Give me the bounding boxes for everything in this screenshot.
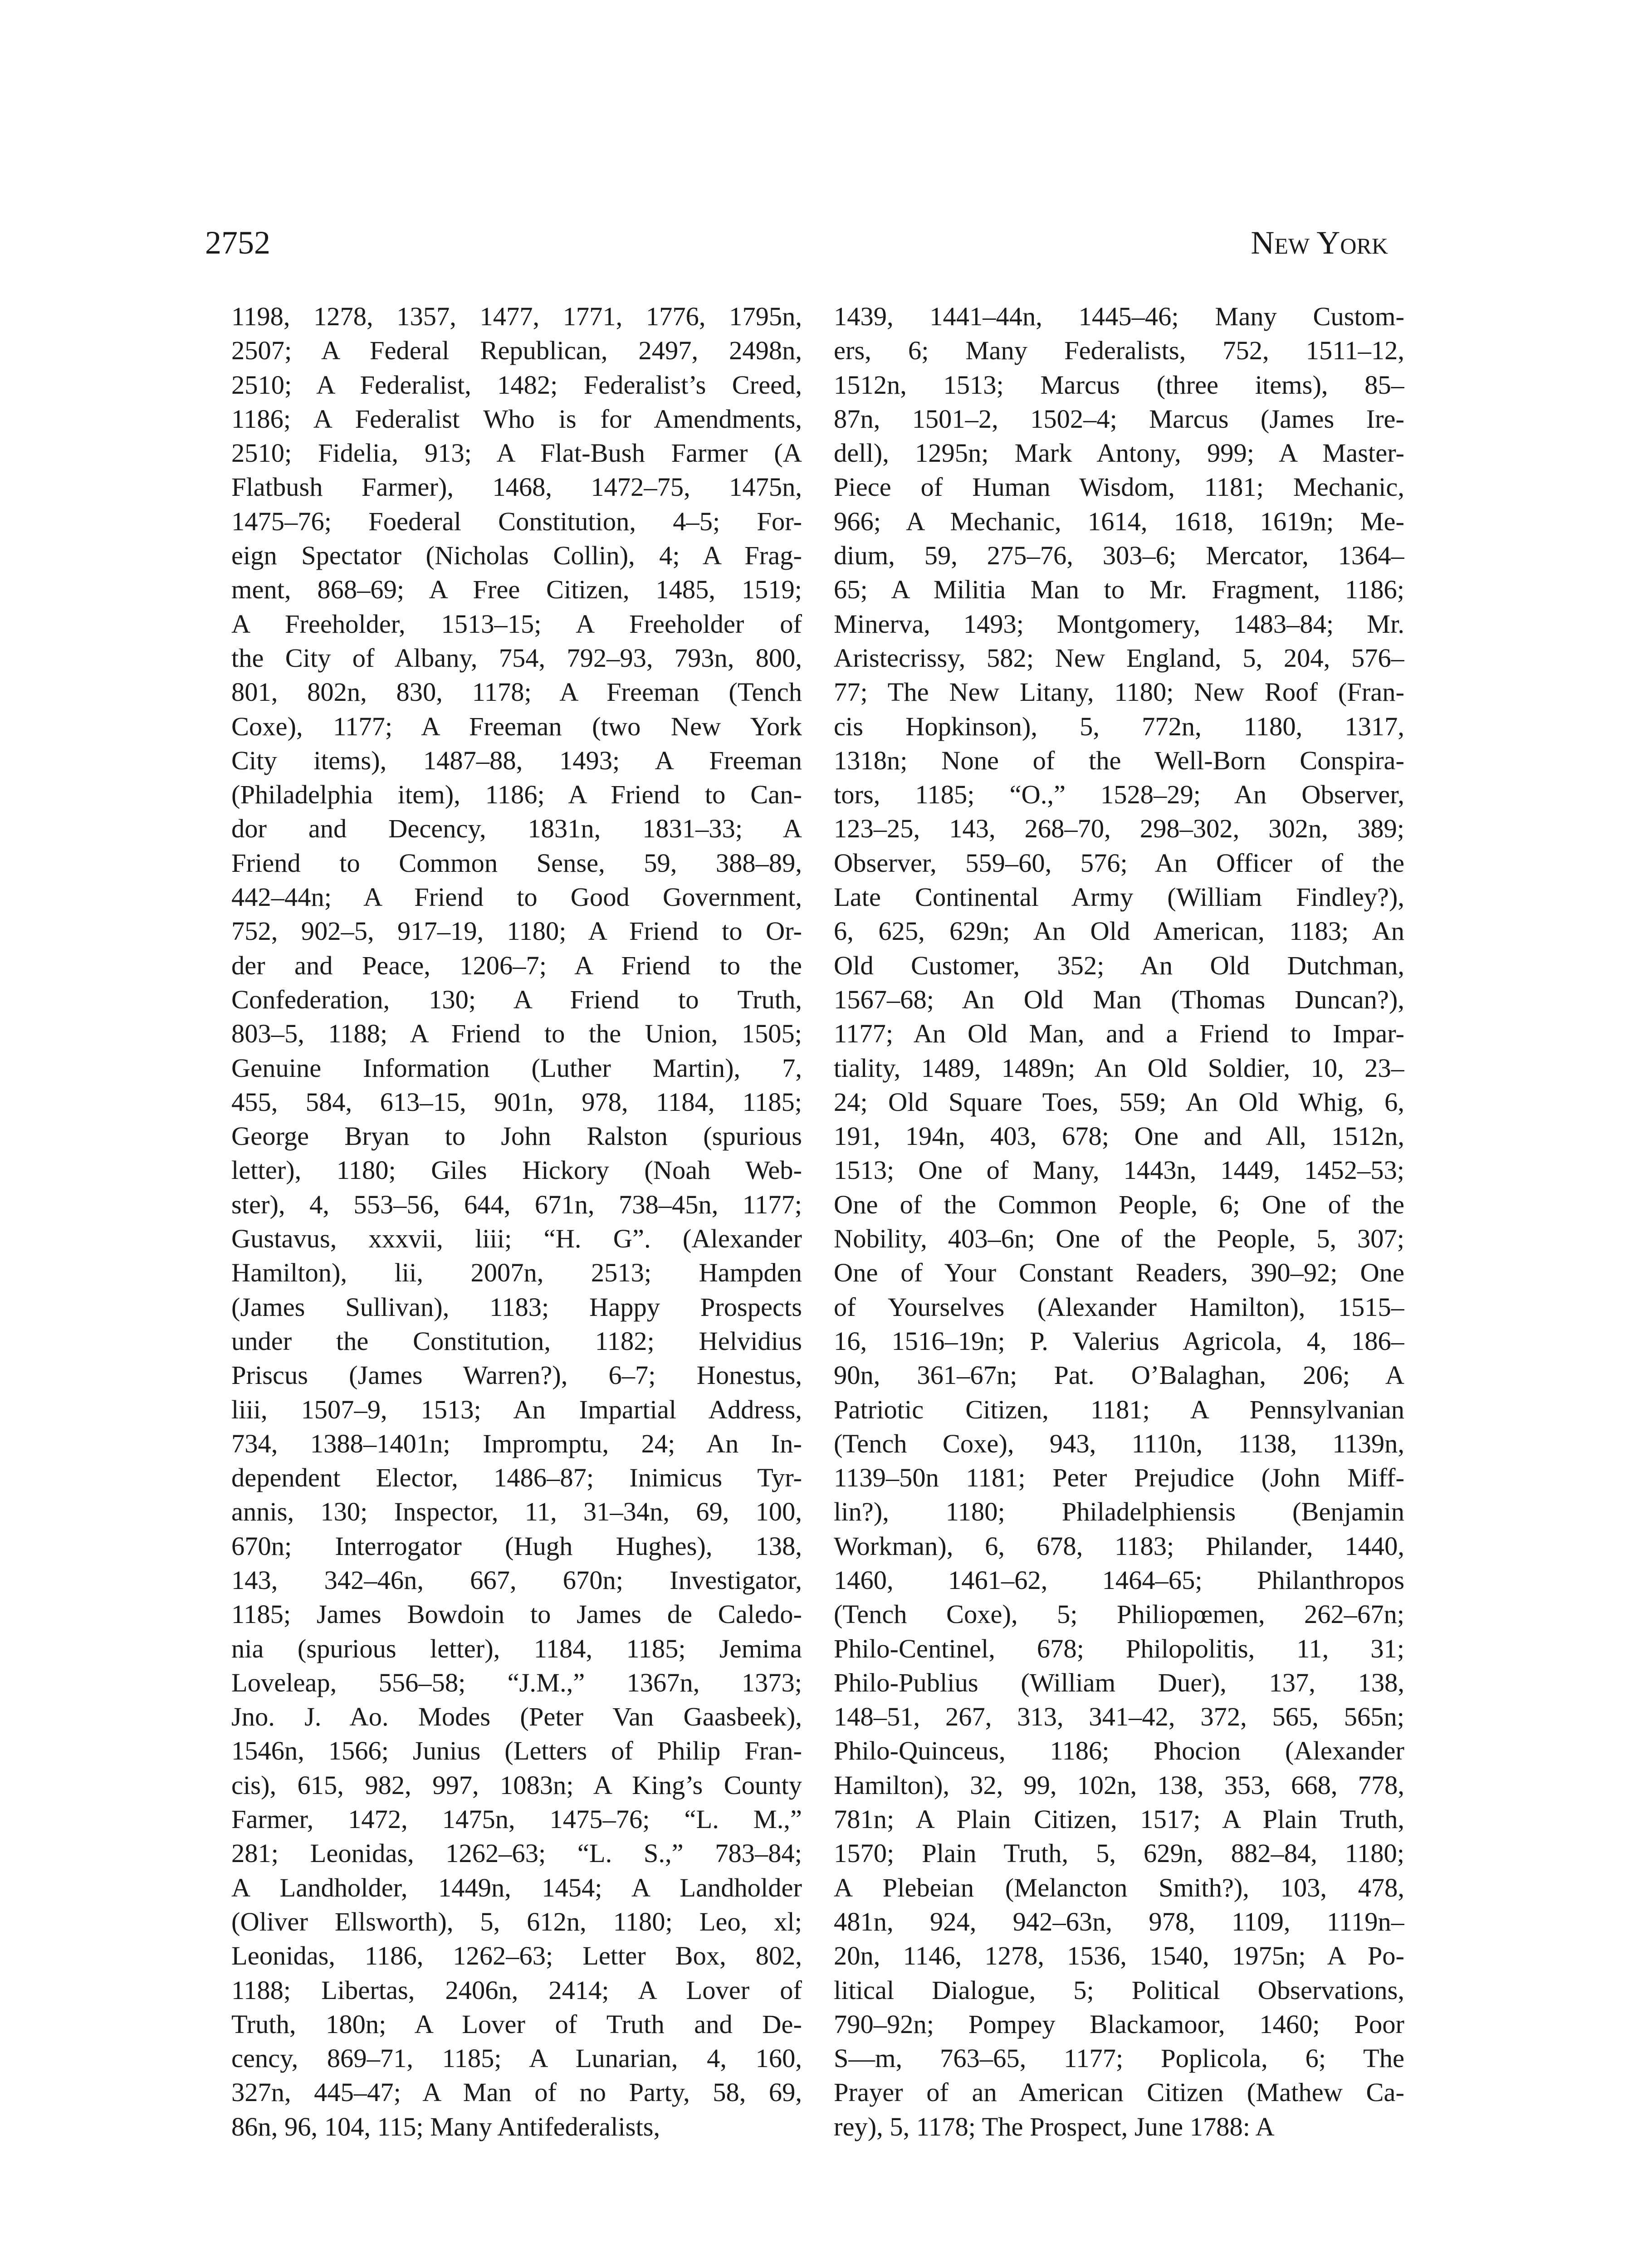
index-line: 1546n, 1566; Junius (Letters of Philip Fran- xyxy=(231,1736,802,1766)
index-line: 1513; One of Many, 1443n, 1449, 1452–53; xyxy=(834,1155,1404,1185)
index-line: Observer, 559–60, 576; An Officer of the xyxy=(834,848,1404,878)
index-line: Piece of Human Wisdom, 1181; Mechanic, xyxy=(834,472,1404,502)
index-line: 752, 902–5, 917–19, 1180; A Friend to Or- xyxy=(231,916,802,946)
index-line: 442–44n; A Friend to Good Government, xyxy=(231,882,802,912)
index-line: dor and Decency, 1831n, 1831–33; A xyxy=(231,814,802,844)
index-line: 20n, 1146, 1278, 1536, 1540, 1975n; A Po- xyxy=(834,1941,1404,1971)
index-line: Philo-Quinceus, 1186; Phocion (Alexander xyxy=(834,1736,1404,1766)
index-line: under the Constitution, 1182; Helvidius xyxy=(231,1326,802,1356)
index-line: A Plebeian (Melancton Smith?), 103, 478, xyxy=(834,1872,1404,1902)
index-line: 1460, 1461–62, 1464–65; Philanthropos xyxy=(834,1565,1404,1595)
index-line: Jno. J. Ao. Modes (Peter Van Gaasbeek), xyxy=(231,1702,802,1732)
index-line: Hamilton), 32, 99, 102n, 138, 353, 668, 778, xyxy=(834,1770,1404,1800)
index-line: George Bryan to John Ralston (spurious xyxy=(231,1121,802,1151)
index-line: 1139–50n 1181; Peter Prejudice (John Miff- xyxy=(834,1463,1404,1493)
index-line: (James Sullivan), 1183; Happy Prospects xyxy=(231,1292,802,1322)
index-line: dell), 1295n; Mark Antony, 999; A Master- xyxy=(834,438,1404,468)
index-line: litical Dialogue, 5; Political Observations, xyxy=(834,1975,1404,2005)
index-line: 1318n; None of the Well-Born Conspira- xyxy=(834,745,1404,775)
index-line: 281; Leonidas, 1262–63; “L. S.,” 783–84; xyxy=(231,1838,802,1868)
index-line: (Philadelphia item), 1186; A Friend to Can- xyxy=(231,780,802,810)
index-line: Workman), 6, 678, 1183; Philander, 1440, xyxy=(834,1531,1404,1561)
index-line: 90n, 361–67n; Pat. O’Balaghan, 206; A xyxy=(834,1360,1404,1390)
index-line: 790–92n; Pompey Blackamoor, 1460; Poor xyxy=(834,2009,1404,2039)
index-line: 801, 802n, 830, 1178; A Freeman (Tench xyxy=(231,677,802,707)
index-line: (Oliver Ellsworth), 5, 612n, 1180; Leo, xl; xyxy=(231,1906,802,1936)
index-line: S—m, 763–65, 1177; Poplicola, 6; The xyxy=(834,2043,1404,2073)
index-line: letter), 1180; Giles Hickory (Noah Web- xyxy=(231,1155,802,1185)
index-line: 148–51, 267, 313, 341–42, 372, 565, 565n; xyxy=(834,1702,1404,1732)
index-line: 1512n, 1513; Marcus (three items), 85– xyxy=(834,370,1404,400)
index-line: Hamilton), lii, 2007n, 2513; Hampden xyxy=(231,1258,802,1288)
index-line: Farmer, 1472, 1475n, 1475–76; “L. M.,” xyxy=(231,1804,802,1834)
index-line: 24; Old Square Toes, 559; An Old Whig, 6, xyxy=(834,1087,1404,1117)
index-line: Confederation, 130; A Friend to Truth, xyxy=(231,984,802,1014)
index-line: cis Hopkinson), 5, 772n, 1180, 1317, xyxy=(834,711,1404,741)
index-line: 966; A Mechanic, 1614, 1618, 1619n; Me- xyxy=(834,506,1404,536)
index-line: of Yourselves (Alexander Hamilton), 1515– xyxy=(834,1292,1404,1322)
index-line: (Tench Coxe), 5; Philiopœmen, 262–67n; xyxy=(834,1599,1404,1629)
index-line: Late Continental Army (William Findley?), xyxy=(834,882,1404,912)
index-line: Old Customer, 352; An Old Dutchman, xyxy=(834,950,1404,980)
index-line: A Freeholder, 1513–15; A Freeholder of xyxy=(231,609,802,639)
index-line: liii, 1507–9, 1513; An Impartial Address, xyxy=(231,1394,802,1424)
index-line: the City of Albany, 754, 792–93, 793n, 800, xyxy=(231,643,802,673)
index-line: 455, 584, 613–15, 901n, 978, 1184, 1185; xyxy=(231,1087,802,1117)
index-line: 123–25, 143, 268–70, 298–302, 302n, 389; xyxy=(834,814,1404,844)
index-line: cis), 615, 982, 997, 1083n; A King’s County xyxy=(231,1770,802,1800)
index-line: 1188; Libertas, 2406n, 2414; A Lover of xyxy=(231,1975,802,2005)
index-line: Prayer of an American Citizen (Mathew Ca- xyxy=(834,2077,1404,2107)
index-column-right xyxy=(834,299,1404,2144)
index-line: One of Your Constant Readers, 390–92; One xyxy=(834,1258,1404,1288)
index-line: 143, 342–46n, 667, 670n; Investigator, xyxy=(231,1565,802,1595)
index-line: Genuine Information (Luther Martin), 7, xyxy=(231,1053,802,1083)
index-line: Friend to Common Sense, 59, 388–89, xyxy=(231,848,802,878)
index-line: 87n, 1501–2, 1502–4; Marcus (James Ire- xyxy=(834,404,1404,434)
index-line: 6, 625, 629n; An Old American, 1183; An xyxy=(834,916,1404,946)
index-line: 481n, 924, 942–63n, 978, 1109, 1119n– xyxy=(834,1906,1404,1936)
index-line: 65; A Militia Man to Mr. Fragment, 1186; xyxy=(834,575,1404,605)
index-line: Aristecrissy, 582; New England, 5, 204, 576– xyxy=(834,643,1404,673)
index-line: 77; The New Litany, 1180; New Roof (Fran- xyxy=(834,677,1404,707)
index-line: ment, 868–69; A Free Citizen, 1485, 1519; xyxy=(231,575,802,605)
index-line: A Landholder, 1449n, 1454; A Landholder xyxy=(231,1872,802,1902)
index-line: 803–5, 1188; A Friend to the Union, 1505; xyxy=(231,1019,802,1049)
index-line: Gustavus, xxxvii, liii; “H. G”. (Alexander xyxy=(231,1224,802,1254)
index-line: (Tench Coxe), 943, 1110n, 1138, 1139n, xyxy=(834,1428,1404,1458)
index-line: Leonidas, 1186, 1262–63; Letter Box, 802, xyxy=(231,1941,802,1971)
index-line: rey), 5, 1178; The Prospect, June 1788: A xyxy=(834,2112,1275,2141)
index-line: Truth, 180n; A Lover of Truth and De- xyxy=(231,2009,802,2039)
index-line: 1567–68; An Old Man (Thomas Duncan?), xyxy=(834,984,1404,1014)
page-number: 2752 xyxy=(205,225,270,261)
index-line: Priscus (James Warren?), 6–7; Honestus, xyxy=(231,1360,802,1390)
index-line: Flatbush Farmer), 1468, 1472–75, 1475n, xyxy=(231,472,802,502)
index-line: 1186; A Federalist Who is for Amendments, xyxy=(231,404,802,434)
index-line: 2510; Fidelia, 913; A Flat-Bush Farmer (A xyxy=(231,438,802,468)
index-line: 1439, 1441–44n, 1445–46; Many Custom- xyxy=(834,302,1404,331)
index-line: 2510; A Federalist, 1482; Federalist’s Creed, xyxy=(231,370,802,400)
index-line: Loveleap, 556–58; “J.M.,” 1367n, 1373; xyxy=(231,1667,802,1697)
running-head: New York xyxy=(1251,225,1388,261)
index-line: 1570; Plain Truth, 5, 629n, 882–84, 1180; xyxy=(834,1838,1404,1868)
index-line: cency, 869–71, 1185; A Lunarian, 4, 160, xyxy=(231,2043,802,2073)
index-line: dium, 59, 275–76, 303–6; Mercator, 1364– xyxy=(834,541,1404,571)
index-line: Patriotic Citizen, 1181; A Pennsylvanian xyxy=(834,1394,1404,1424)
index-line: tiality, 1489, 1489n; An Old Soldier, 10, 23– xyxy=(834,1053,1404,1083)
index-line: Nobility, 403–6n; One of the People, 5, 307; xyxy=(834,1224,1404,1254)
index-line: 191, 194n, 403, 678; One and All, 1512n, xyxy=(834,1121,1404,1151)
index-line: der and Peace, 1206–7; A Friend to the xyxy=(231,950,802,980)
index-line: One of the Common People, 6; One of the xyxy=(834,1189,1404,1219)
index-line: lin?), 1180; Philadelphiensis (Benjamin xyxy=(834,1497,1404,1527)
index-line: 670n; Interrogator (Hugh Hughes), 138, xyxy=(231,1531,802,1561)
index-line: 1475–76; Foederal Constitution, 4–5; For- xyxy=(231,506,802,536)
index-line: dependent Elector, 1486–87; Inimicus Tyr- xyxy=(231,1463,802,1493)
index-line: nia (spurious letter), 1184, 1185; Jemima xyxy=(231,1633,802,1663)
page-header xyxy=(205,222,1388,263)
index-line: annis, 130; Inspector, 11, 31–34n, 69, 100, xyxy=(231,1497,802,1527)
index-line: 16, 1516–19n; P. Valerius Agricola, 4, 186– xyxy=(834,1326,1404,1356)
index-line: 734, 1388–1401n; Impromptu, 24; An In- xyxy=(231,1428,802,1458)
index-line: Philo-Publius (William Duer), 137, 138, xyxy=(834,1667,1404,1697)
index-line: 1177; An Old Man, and a Friend to Impar- xyxy=(834,1019,1404,1049)
index-line: ster), 4, 553–56, 644, 671n, 738–45n, 1177; xyxy=(231,1189,802,1219)
index-line: 1198, 1278, 1357, 1477, 1771, 1776, 1795n, xyxy=(231,302,802,331)
index-line: 86n, 96, 104, 115; Many Antifederalists, xyxy=(231,2112,660,2141)
index-line: 2507; A Federal Republican, 2497, 2498n, xyxy=(231,336,802,366)
index-line: eign Spectator (Nicholas Collin), 4; A Frag- xyxy=(231,541,802,571)
index-column-left xyxy=(231,299,802,2144)
index-line: 1185; James Bowdoin to James de Caledo- xyxy=(231,1599,802,1629)
index-line: Coxe), 1177; A Freeman (two New York xyxy=(231,711,802,741)
index-line: Philo-Centinel, 678; Philopolitis, 11, 31; xyxy=(834,1633,1404,1663)
index-line: City items), 1487–88, 1493; A Freeman xyxy=(231,745,802,775)
index-line: tors, 1185; “O.,” 1528–29; An Observer, xyxy=(834,780,1404,810)
index-line: 781n; A Plain Citizen, 1517; A Plain Truth, xyxy=(834,1804,1404,1834)
index-line: ers, 6; Many Federalists, 752, 1511–12, xyxy=(834,336,1404,366)
index-line: Minerva, 1493; Montgomery, 1483–84; Mr. xyxy=(834,609,1404,639)
index-line: 327n, 445–47; A Man of no Party, 58, 69, xyxy=(231,2077,802,2107)
